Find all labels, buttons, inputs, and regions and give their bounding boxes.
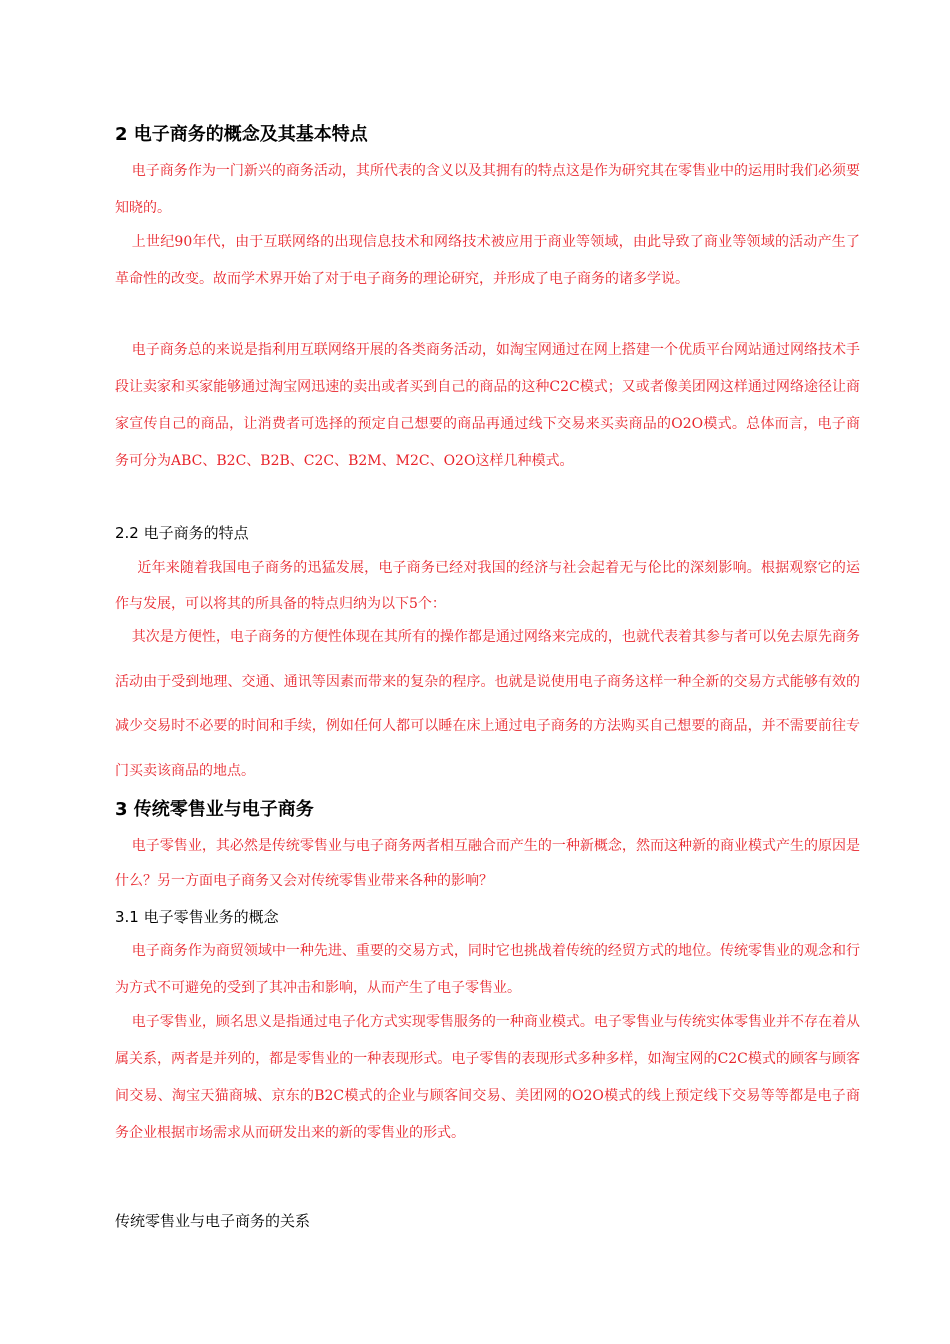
section-3-1-paragraph-1: 电子商务作为商贸领域中一种先进、重要的交易方式，同时它也挑战着传统的经贸方式的地位。传统零售业的观念和行为方式不可避免的受到了其冲击和影响，从而产生了电子零售业。 [115, 943, 860, 996]
section-2-2-heading: 2.2 电子商务的特点 [115, 524, 249, 542]
section-3-heading: 3 传统零售业与电子商务 [115, 799, 314, 820]
section-2-paragraph-1: 电子商务作为一门新兴的商务活动，其所代表的含义以及其拥有的特点这是作为研究其在零售业中的运用时我们必须要知晓的。 [115, 163, 860, 216]
relation-heading: 传统零售业与电子商务的关系 [115, 1212, 311, 1230]
section-2-heading: 2 电子商务的概念及其基本特点 [115, 124, 368, 145]
section-2-2-paragraph-2: 其次是方便性，电子商务的方便性体现在其所有的操作都是通过网络来完成的，也就代表着其参与者可以免去原先商务活动由于受到地理、交通、通讯等因素而带来的复杂的程序。也就是说使用电子商务这样一种全新的交易方式能够有效的减少交易时不必要的时间和手续，例如任何人都可以睡在床上通过电子商务的方法购买自己想要的商品，并不需要前往专门买卖该商品的地点。 [115, 629, 860, 779]
section-2-paragraph-3: 电子商务总的来说是指利用互联网络开展的各类商务活动，如淘宝网通过在网上搭建一个优质平台网站通过网络技术手段让卖家和买家能够通过淘宝网迅速的卖出或者买到自己的商品的这种C2C模式；又或者像美团网这样通过网络途径让商家宣传自己的商品，让消费者可选择的预定自己想要的商品再通过线下交易来买卖商品的O2O模式。总体而言，电子商务可分为ABC、B2C、B2B、C2C、B2M、M2C、O2O这样几种模式。 [115, 342, 860, 469]
section-2-2-paragraph-1: 近年来随着我国电子商务的迅猛发展，电子商务已经对我国的经济与社会起着无与伦比的深刻影响。根据观察它的运作与发展，可以将其的所具备的特点归纳为以下5个： [115, 560, 860, 612]
section-3-1-heading: 3.1 电子零售业务的概念 [115, 908, 279, 926]
section-3-1-paragraph-2: 电子零售业，顾名思义是指通过电子化方式实现零售服务的一种商业模式。电子零售业与传统实体零售业并不存在着从属关系，两者是并列的，都是零售业的一种表现形式。电子零售的表现形式多种多样，如淘宝网的C2C模式的顾客与顾客间交易、淘宝天猫商城、京东的B2C模式的企业与顾客间交易、美团网的O2O模式的线上预定线下交易等等都是电子商务企业根据市场需求从而研发出来的新的零售业的形式。 [115, 1014, 860, 1141]
section-3-paragraph-1: 电子零售业，其必然是传统零售业与电子商务两者相互融合而产生的一种新概念，然而这种新的商业模式产生的原因是什么？另一方面电子商务又会对传统零售业带来各种的影响？ [115, 838, 860, 889]
section-2-paragraph-2: 上世纪90年代，由于互联网络的出现信息技术和网络技术被应用于商业等领域，由此导致了商业等领域的活动产生了革命性的改变。故而学术界开始了对于电子商务的理论研究，并形成了电子商务的诸多学说。 [115, 234, 860, 287]
